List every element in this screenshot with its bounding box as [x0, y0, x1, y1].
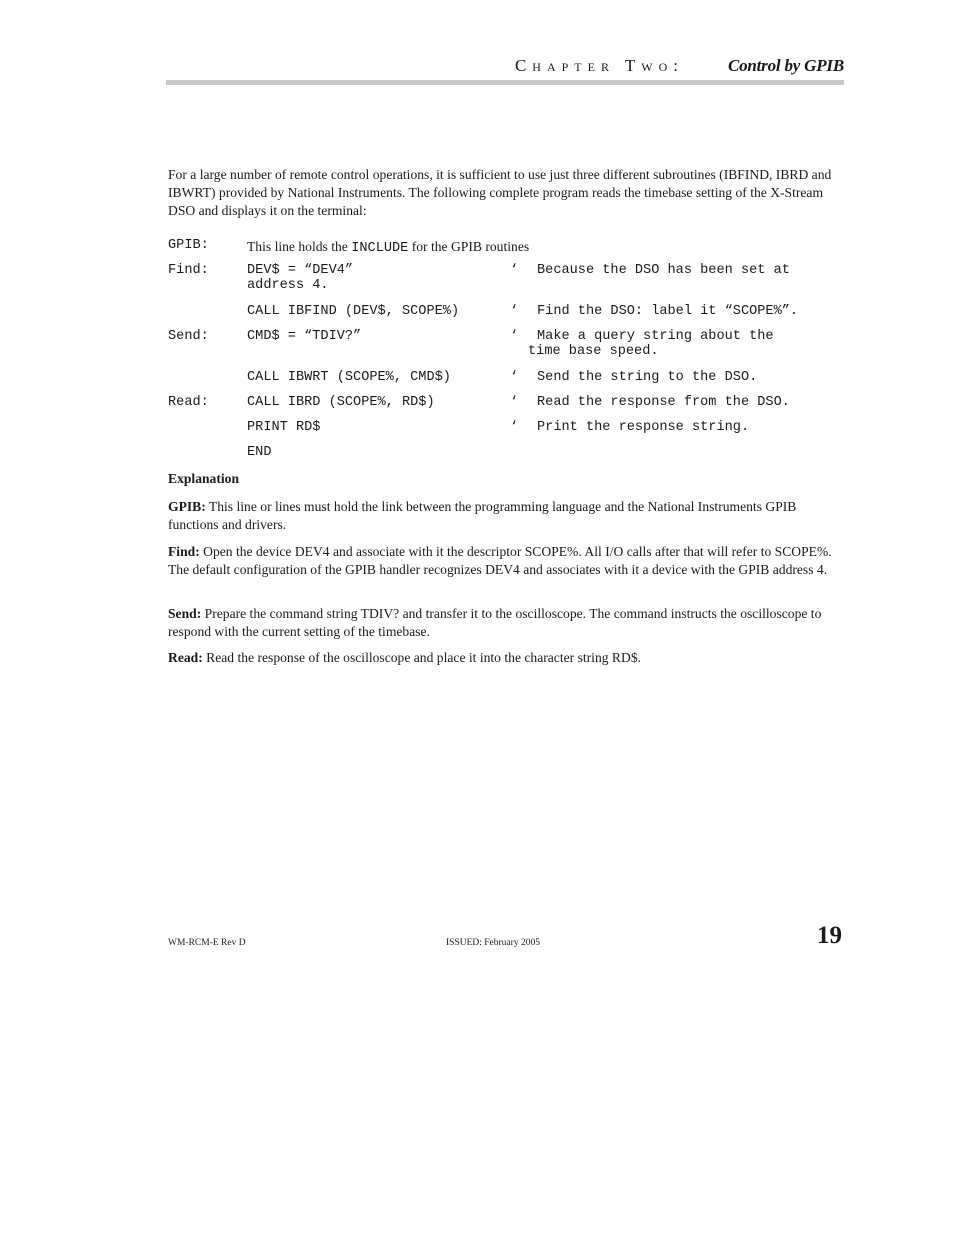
code-label: Send: — [168, 329, 209, 344]
code-statement: DEV$ = “DEV4” — [247, 263, 354, 278]
chapter-title: Control by GPIB — [727, 56, 844, 75]
chapter-label: Chapter Two: — [514, 56, 684, 75]
comment-marker: ‘ — [510, 304, 519, 319]
explanation-heading: Explanation — [168, 471, 240, 486]
code-statement-continued: address 4. — [247, 278, 329, 293]
code-label: GPIB: — [168, 238, 209, 253]
page-number: 19 — [817, 922, 842, 949]
term-label: GPIB: — [168, 499, 206, 514]
gpib-code-word: INCLUDE — [351, 241, 409, 256]
code-row — [168, 329, 858, 370]
footer-doc-id: WM-RCM-E Rev D — [168, 938, 246, 948]
term-label: Find: — [168, 544, 200, 559]
term-description: Prepare the command string TDIV? and transfer it to the oscilloscope. The command instructs the oscilloscope to respond with the current setting of the timebase. — [168, 606, 822, 639]
explanation-find — [168, 543, 840, 578]
term-description: Open the device DEV4 and associate with it the descriptor SCOPE%. All I/O calls after that will refer to SCOPE%. The default configuration of the GPIB handler recognizes DEV4 and associates with it a device with the GPIB address 4. — [168, 544, 832, 577]
comment-marker: ‘ — [510, 370, 519, 385]
explanation-read — [168, 649, 840, 667]
code-statement: CALL IBFIND (DEV$, SCOPE%) — [247, 304, 460, 319]
gpib-text-after: for the GPIB routines — [408, 239, 530, 254]
code-label: Read: — [168, 395, 209, 410]
code-row — [168, 263, 858, 304]
code-statement: CALL IBWRT (SCOPE%, CMD$) — [247, 370, 451, 385]
code-row — [168, 304, 858, 329]
code-row — [168, 445, 858, 470]
code-comment: Make a query string about the — [537, 329, 774, 344]
running-header — [166, 52, 844, 78]
comment-marker: ‘ — [510, 263, 519, 278]
code-comment: Print the response string. — [537, 420, 750, 435]
term-label: Read: — [168, 650, 203, 665]
footer-issued-date: ISSUED: February 2005 — [446, 938, 540, 948]
code-statement: END — [247, 445, 272, 460]
code-row — [168, 395, 858, 420]
code-comment: Send the string to the DSO. — [537, 370, 758, 385]
gpib-line-text — [247, 239, 529, 256]
comment-marker: ‘ — [510, 420, 519, 435]
program-listing — [168, 238, 858, 470]
comment-marker: ‘ — [510, 395, 519, 410]
term-description: This line or lines must hold the link between the programming language and the National Instruments GPIB functions and drivers. — [168, 499, 797, 532]
term-description: Read the response of the oscilloscope and place it into the character string RD$. — [202, 650, 642, 665]
explanation-gpib — [168, 498, 840, 533]
comment-marker: ‘ — [510, 329, 519, 344]
gpib-text-before: This line holds the — [247, 239, 352, 254]
code-row-gpib — [168, 238, 858, 263]
term-label: Send: — [168, 606, 202, 621]
code-row — [168, 420, 858, 445]
code-comment: Find the DSO: label it “SCOPE%”. — [537, 304, 799, 319]
code-comment: Read the response from the DSO. — [537, 395, 790, 410]
header-rule — [166, 80, 844, 85]
code-label: Find: — [168, 263, 209, 278]
code-statement: CALL IBRD (SCOPE%, RD$) — [247, 395, 435, 410]
code-comment-continued: time base speed. — [528, 344, 659, 359]
code-comment: Because the DSO has been set at — [537, 263, 790, 278]
code-statement: PRINT RD$ — [247, 420, 321, 435]
code-statement: CMD$ = “TDIV?” — [247, 329, 362, 344]
intro-paragraph: For a large number of remote control operations, it is sufficient to use just three different subroutines (IBFIND, IBRD and IBWRT) provided by National Instruments. The following complete program reads the timebase setting of the X-Stream DSO and displays it on the terminal: — [168, 167, 832, 218]
code-row — [168, 370, 858, 395]
explanation-send — [168, 605, 840, 640]
